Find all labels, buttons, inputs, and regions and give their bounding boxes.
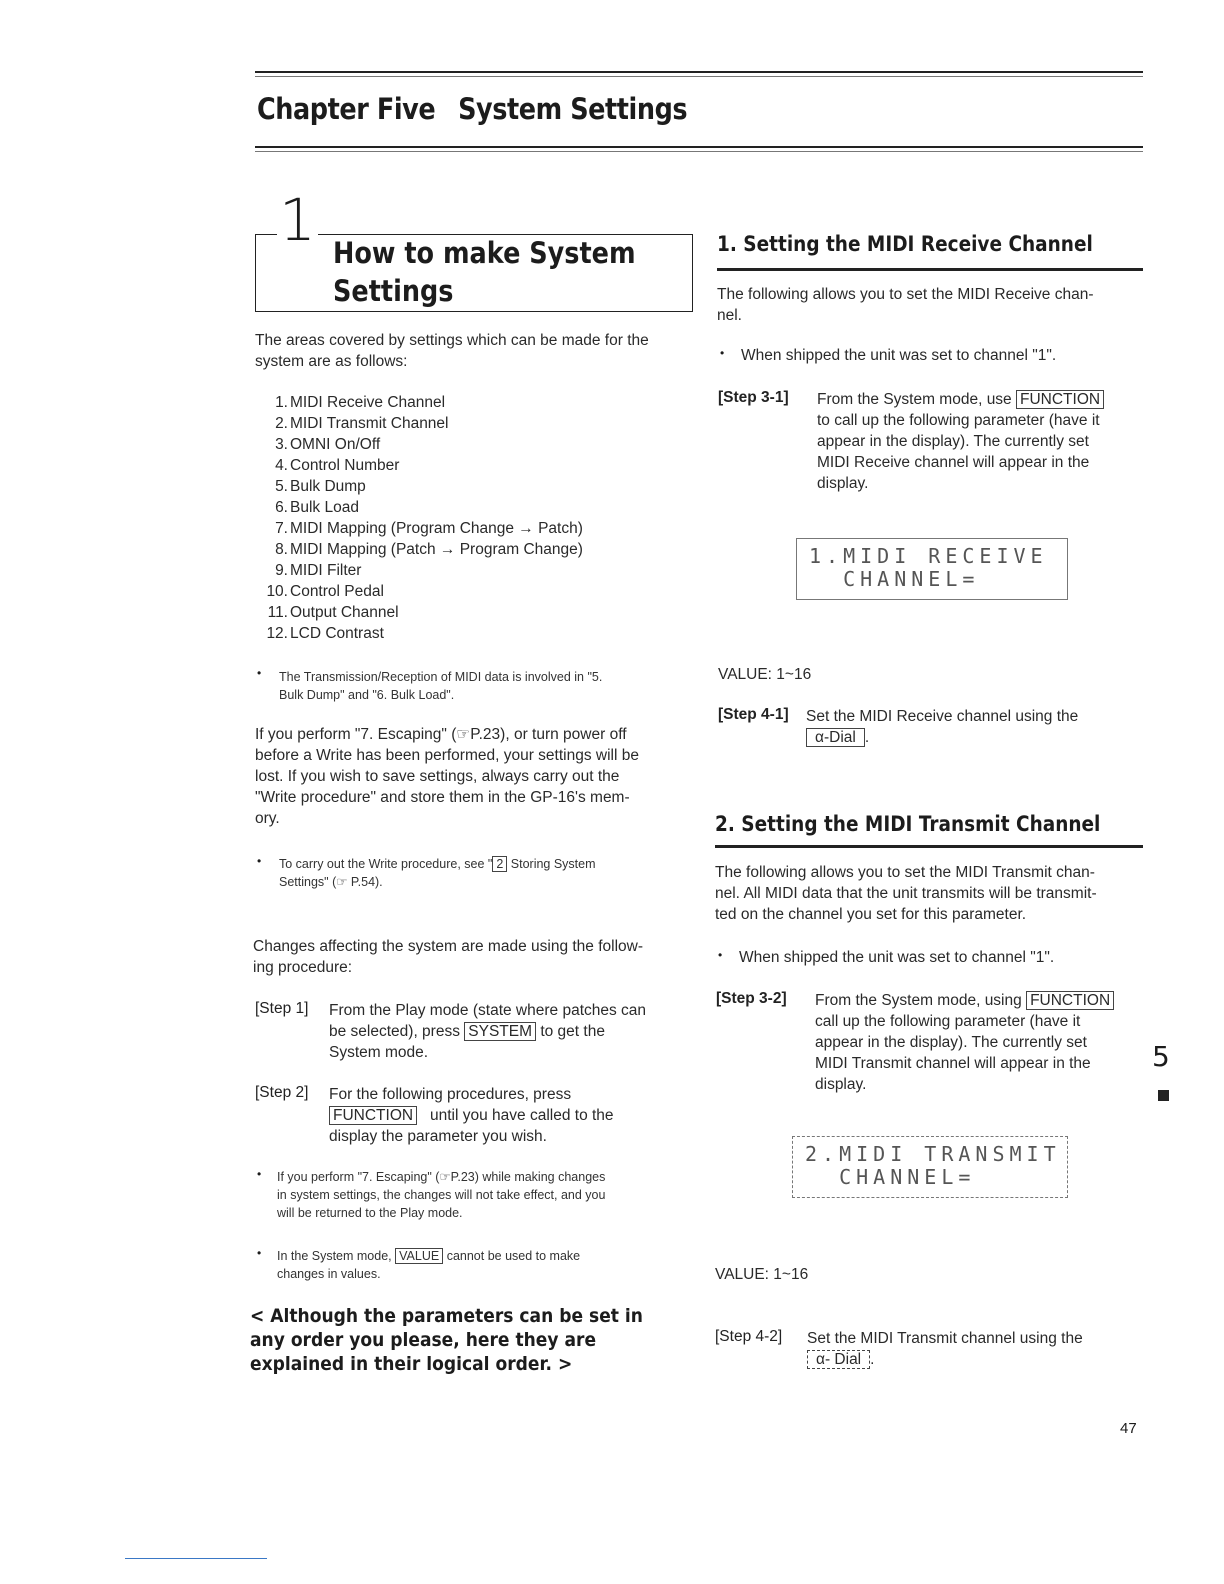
step4-2-text: Set the MIDI Transmit channel using the α- Dial . xyxy=(807,1330,1083,1368)
list-item: 5. Bulk Dump xyxy=(275,478,366,495)
lcd-line1: 1.MIDI RECEIVE xyxy=(809,544,1048,568)
procedure-intro: Changes affecting the system are made using the follow- ing procedure: xyxy=(253,938,644,976)
note-bulk: The Transmission/Reception of MIDI data is involved in "5. Bulk Dump" and "6. Bulk Load". xyxy=(279,670,603,702)
note-escaping: If you perform "7. Escaping" (☞P.23) while making changes in system settings, the changes will not take effect, and you will be returned to the Play mode. xyxy=(277,1170,606,1220)
bullet-dot: • xyxy=(718,948,723,962)
step4-2-label: [Step 4-2] xyxy=(715,1328,783,1345)
step3-2-label: [Step 3-2] xyxy=(716,990,787,1007)
list-item: 8. MIDI Mapping (Patch → Program Change) xyxy=(275,541,583,558)
section1-intro: The following allows you to set the MIDI Receive chan- nel. xyxy=(717,286,1094,324)
section-title-line1: How to make System xyxy=(333,236,636,270)
bullet-dot: • xyxy=(257,1167,262,1181)
step1-label: [Step 1] xyxy=(255,1000,309,1017)
section2-rule xyxy=(715,845,1143,848)
value-key[interactable]: VALUE xyxy=(395,1248,443,1264)
step3-1-text: From the System mode, use FUNCTION to call up the following parameter (have it appear in the display). The currently set MIDI Receive channel will appear in the display. xyxy=(817,389,1147,494)
list-item: 1. MIDI Receive Channel xyxy=(275,394,446,411)
bullet-dot: • xyxy=(257,854,262,868)
section2-note: When shipped the unit was set to channel "1". xyxy=(739,949,1055,966)
function-key[interactable]: FUNCTION xyxy=(1026,991,1114,1010)
page-number: 47 xyxy=(1120,1420,1137,1437)
alpha-dial-key[interactable]: α-Dial xyxy=(806,728,865,747)
step2-label: [Step 2] xyxy=(255,1084,309,1101)
list-item: 3. OMNI On/Off xyxy=(275,436,381,453)
lcd-line2: CHANNEL= xyxy=(809,567,980,591)
section-title xyxy=(333,234,636,310)
section-number: 1 xyxy=(279,186,316,254)
section2-value-range: VALUE: 1~16 xyxy=(715,1266,809,1283)
header-rule-bottom xyxy=(255,146,1143,148)
function-key[interactable]: FUNCTION xyxy=(329,1106,417,1125)
step4-1-label: [Step 4-1] xyxy=(718,706,789,723)
footer-line xyxy=(125,1558,267,1559)
step4-1-text: Set the MIDI Receive channel using the α-Dial . xyxy=(806,708,1079,746)
lcd-line2: CHANNEL= xyxy=(805,1165,976,1189)
section2-heading: 2. Setting the MIDI Transmit Channel xyxy=(715,812,1101,836)
section2-intro: The following allows you to set the MIDI Transmit chan- nel. All MIDI data that the unit transmits will be transmit- ted on the channel you set for this parameter. xyxy=(715,864,1097,923)
note-write-procedure: To carry out the Write procedure, see " 2 Storing System Settings" (☞ P.54). xyxy=(279,857,596,889)
ref-key-2: 2 xyxy=(492,856,507,872)
step3-2-text: From the System mode, using FUNCTION call up the following parameter (have it appear in the display). The currently set MIDI Transmit channel will appear in the display. xyxy=(815,990,1145,1095)
list-item: 11. Output Channel xyxy=(267,604,399,621)
step2-text: For the following procedures, press FUNCTION until you have called to the display the parameter you wish. xyxy=(329,1086,614,1145)
section1-value-range: VALUE: 1~16 xyxy=(718,666,812,683)
section1-rule xyxy=(717,268,1143,271)
header-rule-top xyxy=(255,71,1143,73)
chapter-heading xyxy=(257,92,687,126)
escaping-paragraph: If you perform "7. Escaping" (☞P.23), or turn power off before a Write has been performed, your settings will be lost. If you wish to save settings, always carry out the "Write procedure" and store them in the GP-16's mem- ory. xyxy=(255,726,639,827)
section1-heading: 1. Setting the MIDI Receive Channel xyxy=(717,232,1093,256)
chapter-title: System Settings xyxy=(458,92,688,126)
lcd-display-receive xyxy=(796,538,1068,600)
step3-1-label: [Step 3-1] xyxy=(718,389,789,406)
lcd-line1: 2.MIDI TRANSMIT xyxy=(805,1142,1061,1166)
settings-list xyxy=(258,392,583,644)
list-item: 6. Bulk Load xyxy=(275,499,359,516)
alpha-dial-key[interactable]: α- Dial xyxy=(807,1350,870,1369)
logical-order-note: < Although the parameters can be set in any order you please, here they are explained in their logical order. > xyxy=(250,1305,643,1375)
list-item: 7. MIDI Mapping (Program Change → Patch) xyxy=(275,520,583,537)
side-tab-marker xyxy=(1158,1090,1169,1101)
intro-paragraph: The areas covered by settings which can be made for the system are as follows: xyxy=(255,332,649,370)
list-item: 12. LCD Contrast xyxy=(266,625,384,642)
bullet-dot: • xyxy=(720,346,725,360)
chapter-label: Chapter Five xyxy=(257,92,436,126)
note-value-key: In the System mode, VALUE cannot be used to make changes in values. xyxy=(277,1249,581,1281)
function-key[interactable]: FUNCTION xyxy=(1016,390,1104,409)
bullet-dot: • xyxy=(257,666,262,680)
header-rule-bottom-thin xyxy=(255,151,1143,152)
list-item: 2. MIDI Transmit Channel xyxy=(275,415,449,432)
system-key[interactable]: SYSTEM xyxy=(464,1022,536,1041)
chapter-side-tab: 5 xyxy=(1152,1040,1170,1073)
section-title-line2: Settings xyxy=(333,274,454,308)
step1-text: From the Play mode (state where patches can be selected), press SYSTEM to get the System mode. xyxy=(329,1002,647,1061)
header-rule-top-thin xyxy=(255,76,1143,77)
list-item: 10. Control Pedal xyxy=(266,583,384,600)
list-item: 9. MIDI Filter xyxy=(275,562,362,579)
list-item: 4. Control Number xyxy=(275,457,400,474)
lcd-display-transmit xyxy=(792,1136,1068,1198)
section1-note: When shipped the unit was set to channel "1". xyxy=(741,347,1057,364)
bullet-dot: • xyxy=(257,1246,262,1260)
